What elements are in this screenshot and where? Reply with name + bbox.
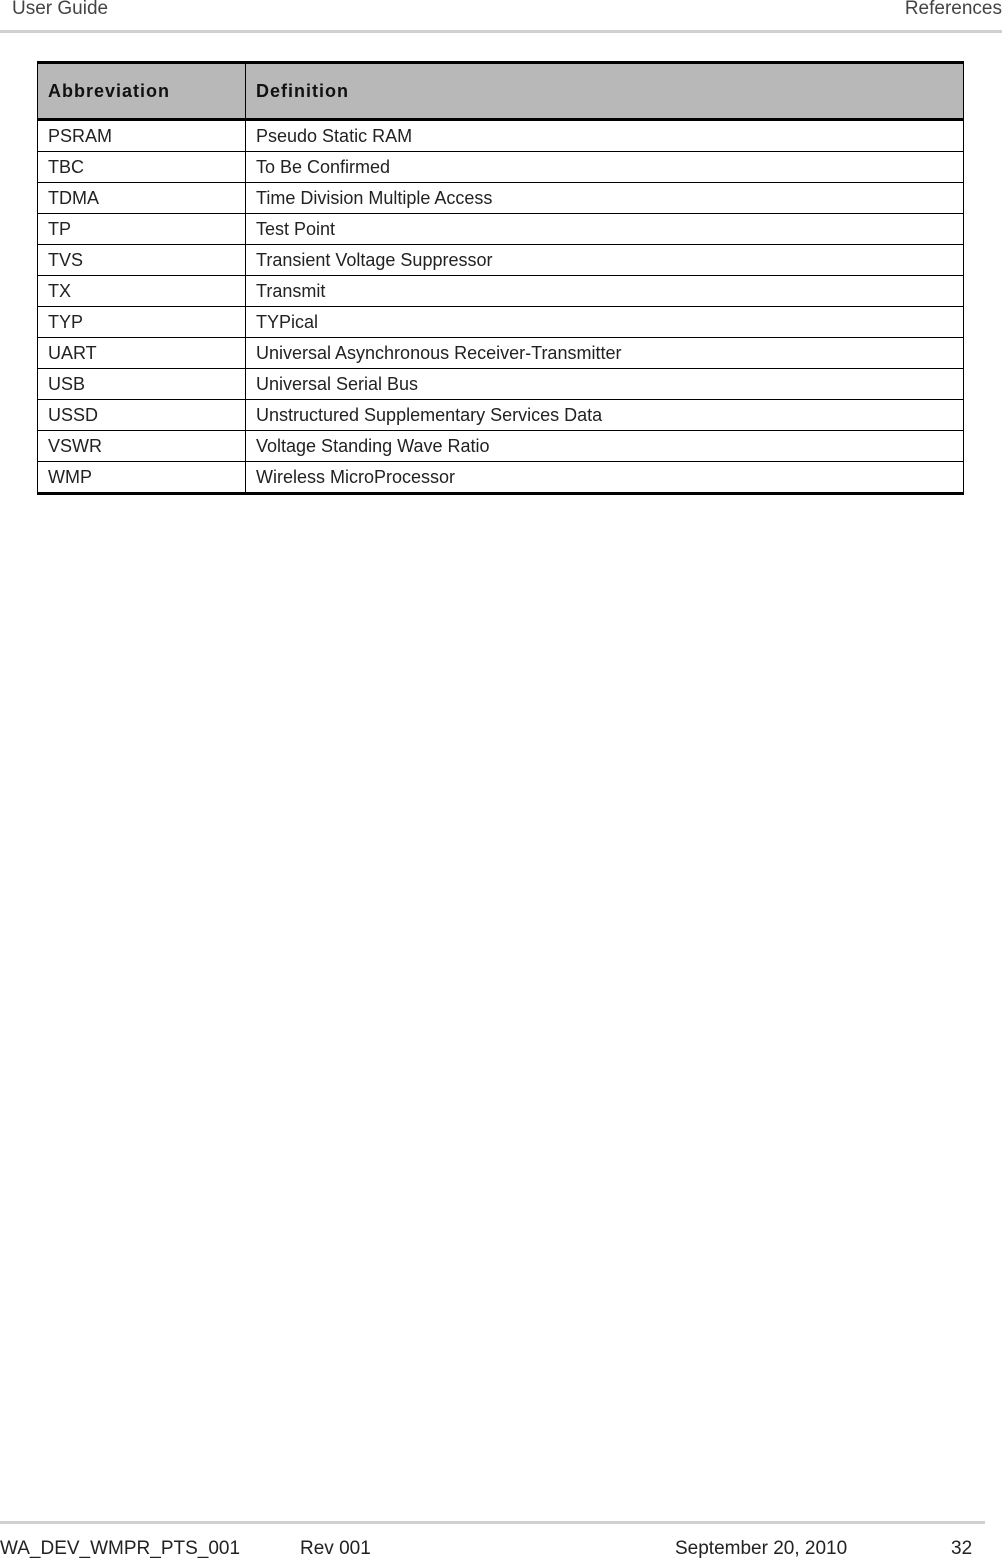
table-row [38,400,964,431]
definition-cell: Wireless MicroProcessor [246,462,964,494]
table-row [38,120,964,152]
definition-cell: Transient Voltage Suppressor [246,245,964,276]
table-row [38,214,964,245]
definition-cell: Voltage Standing Wave Ratio [246,431,964,462]
header-section: References [904,0,1002,19]
abbreviation-cell: UART [38,338,246,369]
abbreviation-cell: TX [38,276,246,307]
footer-date: September 20, 2010 [675,1538,848,1559]
definition-cell: Universal Asynchronous Receiver-Transmitter [246,338,964,369]
table-row [38,431,964,462]
abbreviation-cell: TBC [38,152,246,183]
table-row [38,245,964,276]
definition-cell: TYPical [246,307,964,338]
abbreviation-cell: USB [38,369,246,400]
abbreviation-cell: TDMA [38,183,246,214]
header-doc-type: User Guide [12,0,109,19]
definition-cell: Pseudo Static RAM [246,120,964,152]
page-footer [0,1521,985,1564]
footer-doc-id: WA_DEV_WMPR_PTS_001 [0,1538,241,1559]
abbreviation-cell: VSWR [38,431,246,462]
definition-cell: Test Point [246,214,964,245]
abbreviation-cell: USSD [38,400,246,431]
table-header-row [38,63,964,120]
definition-cell: To Be Confirmed [246,152,964,183]
column-header-definition: Definition [246,63,964,120]
table-row [38,462,964,494]
definition-cell: Universal Serial Bus [246,369,964,400]
abbreviation-cell: TYP [38,307,246,338]
definition-cell: Transmit [246,276,964,307]
footer-revision: Rev 001 [300,1538,371,1559]
abbreviation-cell: WMP [38,462,246,494]
abbreviation-cell: TVS [38,245,246,276]
table-body [38,120,964,494]
table-row [38,183,964,214]
table-row [38,276,964,307]
abbreviation-table [37,61,964,495]
abbreviation-cell: PSRAM [38,120,246,152]
footer-page-number: 32 [951,1538,973,1559]
table-row [38,152,964,183]
abbreviation-cell: TP [38,214,246,245]
page-header [0,0,1002,33]
table-row [38,338,964,369]
table-row [38,307,964,338]
definition-cell: Time Division Multiple Access [246,183,964,214]
column-header-abbreviation: Abbreviation [38,63,246,120]
definition-cell: Unstructured Supplementary Services Data [246,400,964,431]
table-row [38,369,964,400]
